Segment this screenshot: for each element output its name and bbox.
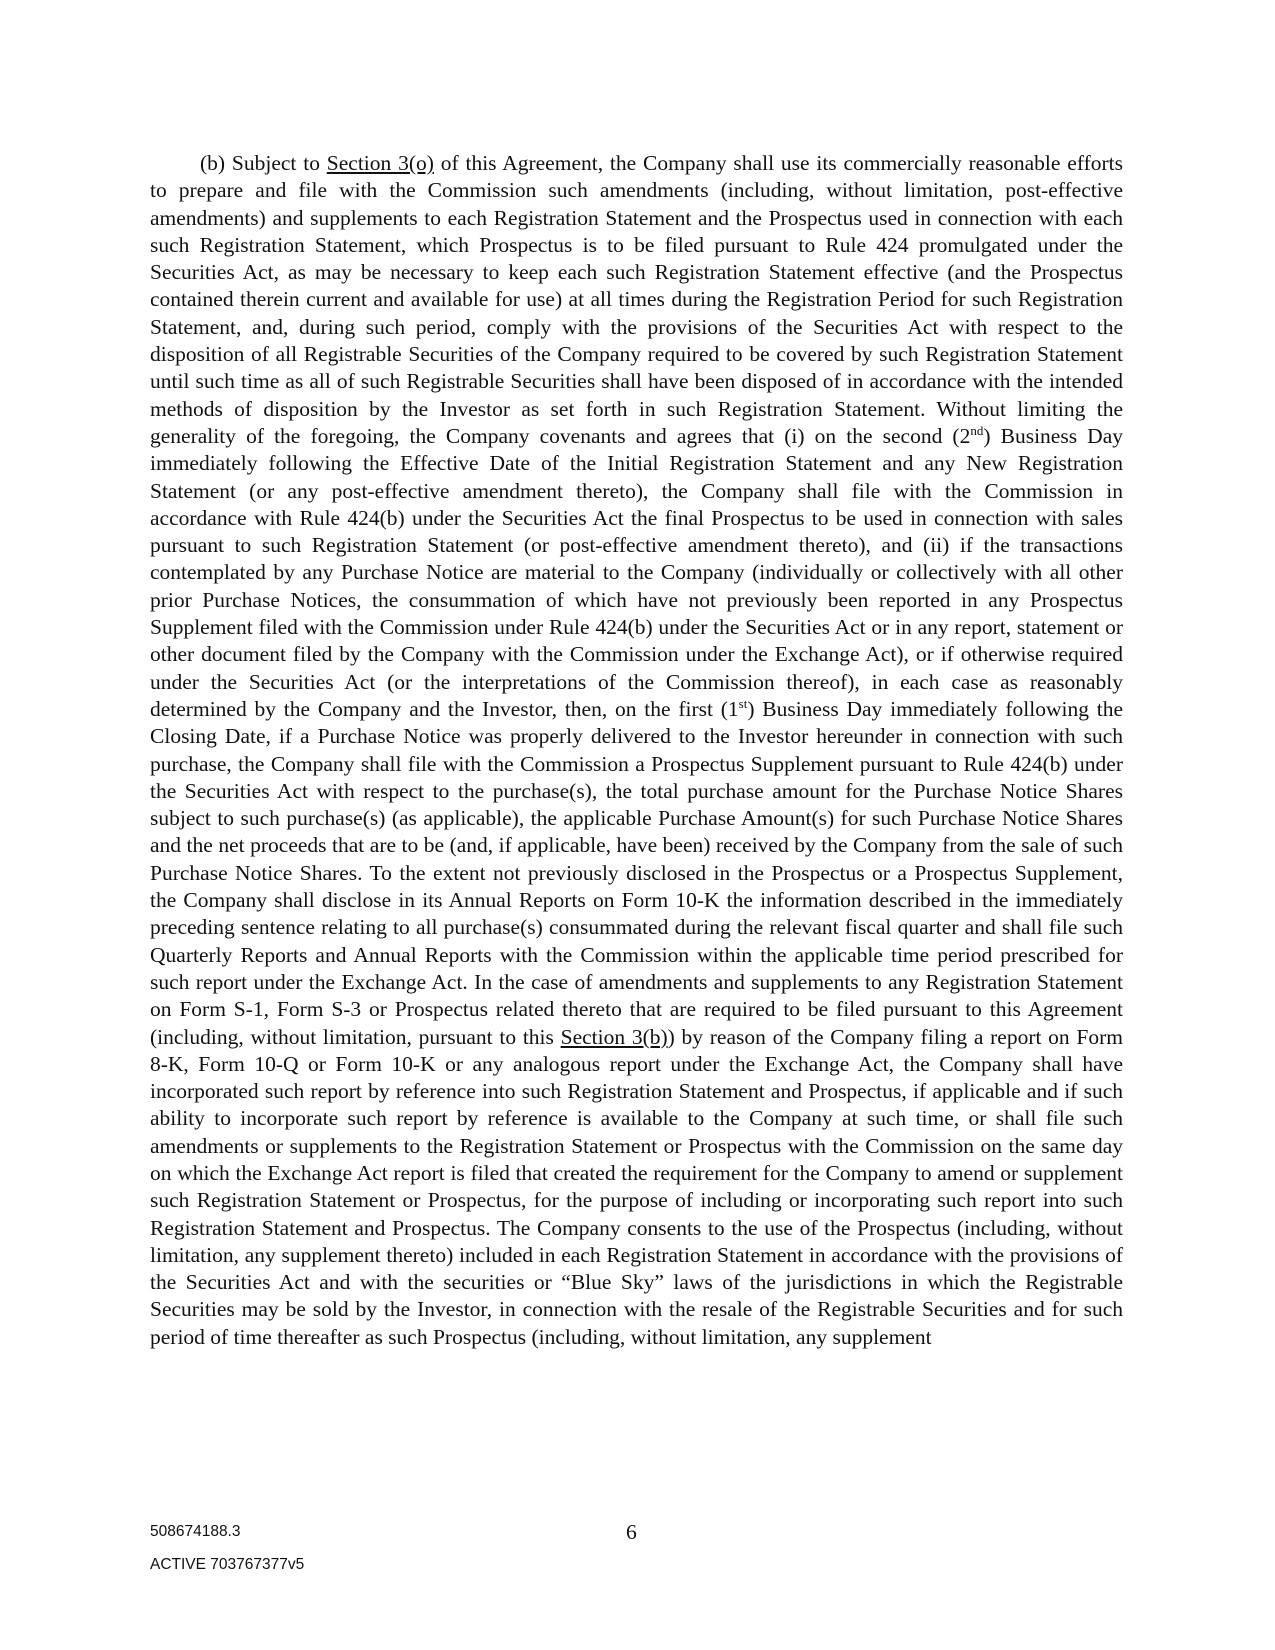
ordinal-superscript: st [738,695,748,711]
text-segment: (b) Subject to [200,151,327,175]
text-segment: of this Agreement, the Company shall use its commercially reasonable efforts to prepare and file with the Commission such amendments (including, without limitation, post-effective amendments) and supplements to each Registration Statement and the Prospectus used in connection with each such Registration Statement, which Prospectus is to be filed pursuant to Rule 424 promulgated under the Securities Act, as may be necessary to keep each such Registration Statement effective (and the Prospectus contained therein current and available for use) at all times during the Registration Period for such Registration Statement, and, during such period, comply with the provisions of the Securities Act with respect to the disposition of all Registrable Securities of the Company required to be covered by such Registration Statement until such time as all of such Registrable Securities shall have been disposed of in accordance with the intended methods of disposition by the Investor as set forth in such Registration Statement. Without limiting the generality of the foregoing, the Company covenants and agrees that (i) on the second (2 [150,151,1123,448]
footer-active-id: ACTIVE 703767377v5 [150,1556,305,1573]
ordinal-superscript: nd [970,422,984,438]
paragraph-section-3b [150,150,1123,1351]
page-number: 6 [626,1520,637,1544]
section-reference-3b: Section 3(b) [560,1024,668,1049]
text-segment: ) Business Day immediately following the Effective Date of the Initial Registration Statement and any New Registration Statement (or any post-effective amendment thereto), the Company shall file with the Commission in accordance with Rule 424(b) under the Securities Act the final Prospectus to be used in connection with sales pursuant to such Registration Statement (or post-effective amendment thereto), and (ii) if the transactions contemplated by any Purchase Notice are material to the Company (individually or collectively with all other prior Purchase Notices, the consummation of which have not previously been reported in any Prospectus Supplement filed with the Commission under Rule 424(b) under the Securities Act or in any report, statement or other document filed by the Company with the Commission under the Exchange Act), or if otherwise required under the Securities Act (or the interpretations of the Commission thereof), in each case as reasonably determined by the Company and the Investor, then, on the first (1 [150,423,1124,721]
footer-document-id: 508674188.3 [150,1523,241,1540]
section-reference-3o: Section 3(o) [326,151,434,175]
text-segment: ) Business Day immediately following the Closing Date, if a Purchase Notice was properly delivered to the Investor hereunder in connection with such purchase, the Company shall file with the Commission a Prospectus Supplement pursuant to Rule 424(b) under the Securities Act with respect to the purchase(s), the total purchase amount for the Purchase Notice Shares subject to such purchase(s) (as applicable), the applicable Purchase Amount(s) for such Purchase Notice Shares and the net proceeds that are to be (and, if applicable, have been) received by the Company from the sale of such Purchase Notice Shares. To the extent not previously disclosed in the Prospectus or a Prospectus Supplement, the Company shall disclose in its Annual Reports on Form 10-K the information described in the immediately preceding sentence relating to all purchase(s) consummated during the relevant fiscal quarter and shall file such Quarterly Reports and Annual Reports with the Commission within the applicable time period prescribed for such report under the Exchange Act. In the case of amendments and supplements to any Registration Statement on Form S-1, Form S-3 or Prospectus related thereto that are required to be filed pursuant to this Agreement (including, without limitation, pursuant to this [150,696,1123,1049]
text-segment: ) by reason of the Company filing a report on Form 8-K, Form 10-Q or Form 10-K or any analogous report under the Exchange Act, the Company shall have incorporated such report by reference into such Registration Statement and Prospectus, if applicable and if such ability to incorporate such report by reference is available to the Company at such time, or shall file such amendments or supplements to the Registration Statement or Prospectus with the Commission on the same day on which the Exchange Act report is filed that created the requirement for the Company to amend or supplement such Registration Statement or Prospectus, for the purpose of including or incorporating such report into such Registration Statement and Prospectus. The Company consents to the use of the Prospectus (including, without limitation, any supplement thereto) included in each Registration Statement in accordance with the provisions of the Securities Act and with the securities or “Blue Sky” laws of the jurisdictions in which the Registrable Securities may be sold by the Investor, in connection with the resale of the Registrable Securities and for such period of time thereafter as such Prospectus (including, without limitation, any supplement [150,1024,1124,1349]
